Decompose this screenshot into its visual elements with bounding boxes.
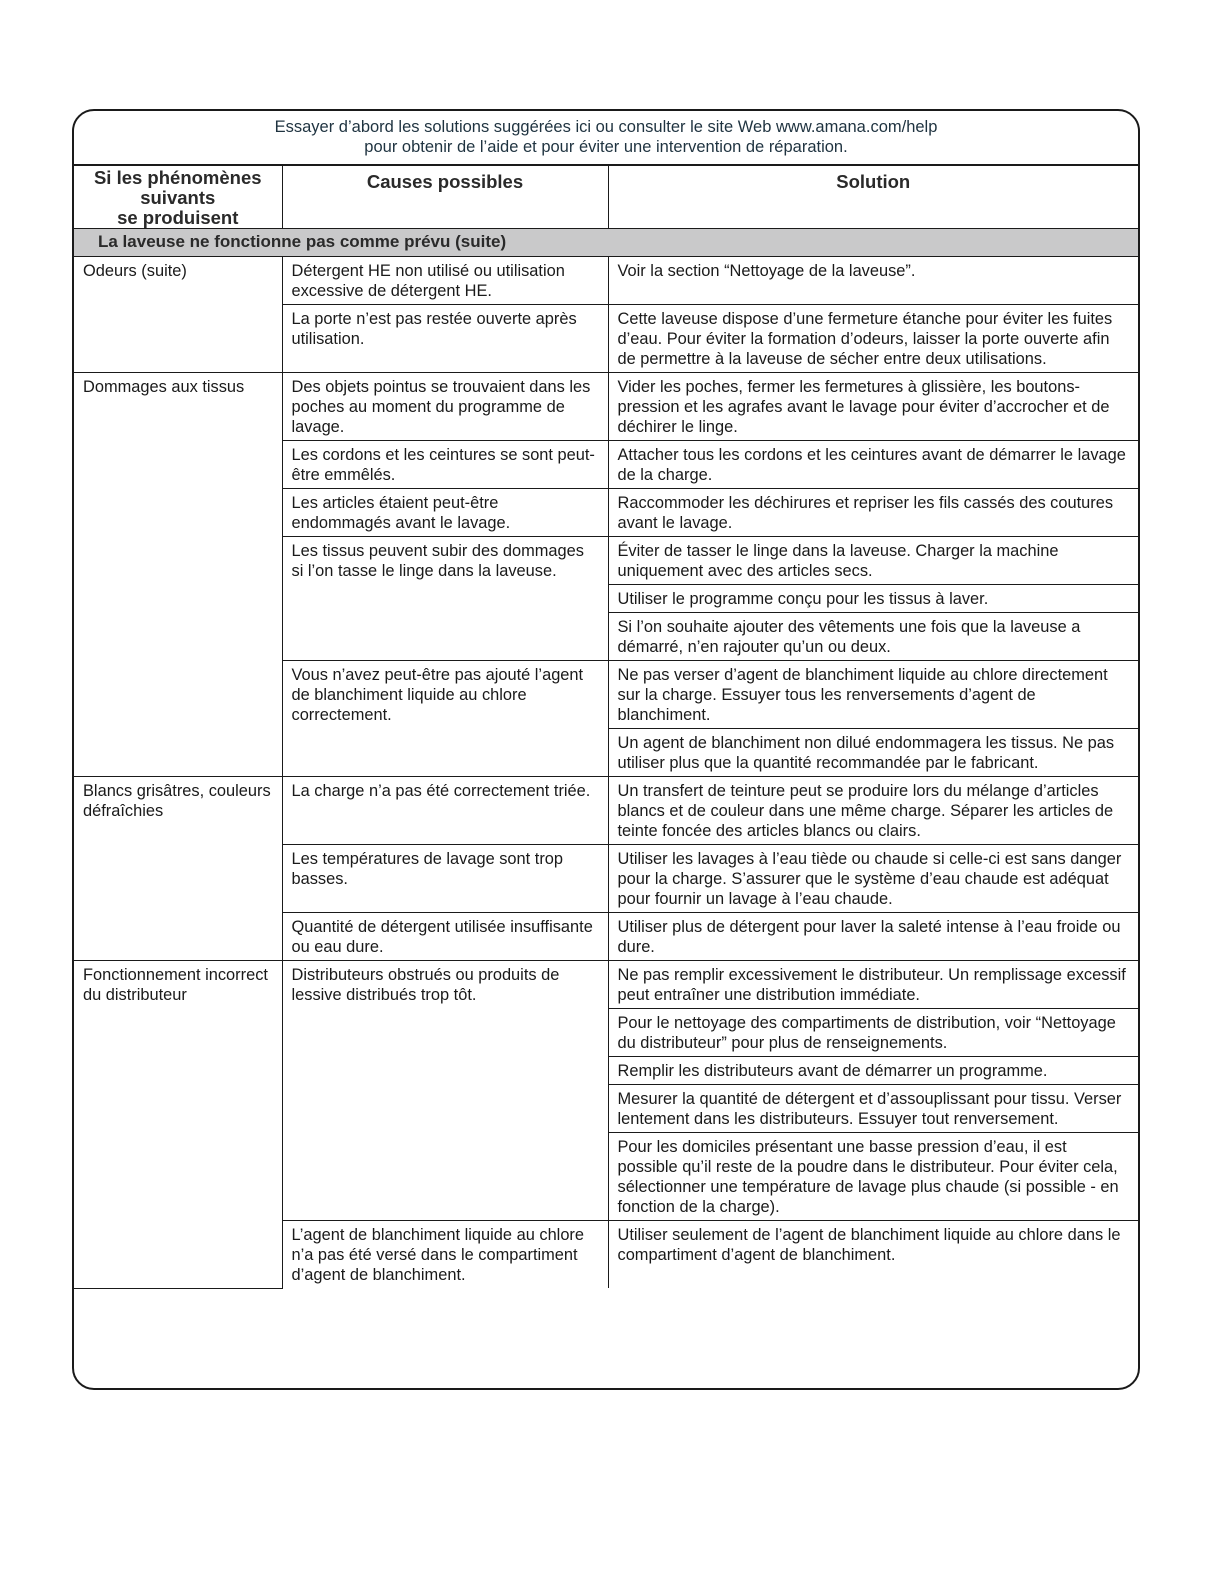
- solution-cell: Vider les poches, fermer les fermetures à glissière, les boutons-pression et les agrafes avant le lavage pour éviter d’accrocher et de déchirer le linge.: [608, 373, 1138, 441]
- problem-cell: Blancs grisâtres, couleurs défraîchies: [74, 777, 282, 961]
- header-causes: Causes possibles: [282, 166, 608, 229]
- solution-cell: Un agent de blanchiment non dilué endommagera les tissus. Ne pas utiliser plus que la quantité recommandée par le fabricant.: [608, 729, 1138, 777]
- solution-cell: Ne pas remplir excessivement le distributeur. Un remplissage excessif peut entraîner une distribution immédiate.: [608, 961, 1138, 1009]
- solution-cell: Cette laveuse dispose d’une fermeture étanche pour éviter les fuites d’eau. Pour éviter la formation d’odeurs, laisser la porte ouverte afin de permettre à la laveuse de sécher entre deux utilisations.: [608, 305, 1138, 373]
- section-title: La laveuse ne fonctionne pas comme prévu (suite): [74, 229, 1138, 257]
- section-row: [74, 229, 1138, 257]
- solution-cell: Pour les domiciles présentant une basse pression d’eau, il est possible qu’il reste de la poudre dans le distributeur. Pour éviter cela, sélectionner une température de lavage plus chaude (si possible - en fonction de la charge).: [608, 1133, 1138, 1221]
- cause-cell: Des objets pointus se trouvaient dans les poches au moment du programme de lavage.: [282, 373, 608, 441]
- header-solution: Solution: [608, 166, 1138, 229]
- cause-cell: Quantité de détergent utilisée insuffisante ou eau dure.: [282, 913, 608, 961]
- problem-cell: Dommages aux tissus: [74, 373, 282, 777]
- intro-line-2: pour obtenir de l’aide et pour éviter une intervention de réparation.: [364, 137, 848, 156]
- problem-cell: Fonctionnement incorrect du distributeur: [74, 961, 282, 1289]
- solution-cell: Utiliser le programme conçu pour les tissus à laver.: [608, 585, 1138, 613]
- solution-cell: Éviter de tasser le linge dans la laveuse. Charger la machine uniquement avec des articles secs.: [608, 537, 1138, 585]
- header-problem: [74, 166, 282, 229]
- cause-cell: La porte n’est pas restée ouverte après utilisation.: [282, 305, 608, 373]
- intro-note: [74, 111, 1138, 166]
- solution-cell: Un transfert de teinture peut se produire lors du mélange d’articles blancs et de couleur dans une même charge. Séparer les articles de teinte foncée des articles blancs ou clairs.: [608, 777, 1138, 845]
- solution-cell: Ne pas verser d’agent de blanchiment liquide au chlore directement sur la charge. Essuyer tous les renversements d’agent de blanchiment.: [608, 661, 1138, 729]
- cause-cell: Détergent HE non utilisé ou utilisation excessive de détergent HE.: [282, 257, 608, 305]
- solution-cell: Raccommoder les déchirures et repriser les fils cassés des coutures avant le lavage.: [608, 489, 1138, 537]
- table-row: [74, 777, 1138, 845]
- cause-cell: Les tissus peuvent subir des dommages si l’on tasse le linge dans la laveuse.: [282, 537, 608, 661]
- table-header-row: [74, 166, 1138, 229]
- cause-cell: Les articles étaient peut-être endommagés avant le lavage.: [282, 489, 608, 537]
- solution-cell: Voir la section “Nettoyage de la laveuse”.: [608, 257, 1138, 305]
- cause-cell: Distributeurs obstrués ou produits de lessive distribués trop tôt.: [282, 961, 608, 1221]
- header-problem-line-2: suivants: [140, 187, 216, 208]
- table-row: [74, 373, 1138, 441]
- solution-cell: Attacher tous les cordons et les ceintures avant de démarrer le lavage de la charge.: [608, 441, 1138, 489]
- header-problem-line-1: Si les phénomènes: [93, 167, 262, 188]
- solution-cell: Utiliser plus de détergent pour laver la saleté intense à l’eau froide ou dure.: [608, 913, 1138, 961]
- solution-cell: Utiliser seulement de l’agent de blanchiment liquide au chlore dans le compartiment d’agent de blanchiment.: [608, 1221, 1138, 1289]
- intro-line-1: Essayer d’abord les solutions suggérées ici ou consulter le site Web www.amana.com/help: [274, 118, 938, 136]
- solution-cell: Si l’on souhaite ajouter des vêtements une fois que la laveuse a démarré, n’en rajouter qu’un ou deux.: [608, 613, 1138, 661]
- cause-cell: L’agent de blanchiment liquide au chlore n’a pas été versé dans le compartiment d’agent de blanchiment.: [282, 1221, 608, 1289]
- solution-cell: Mesurer la quantité de détergent et d’assouplissant pour tissu. Verser lentement dans les distributeurs. Essuyer tout renversement.: [608, 1085, 1138, 1133]
- troubleshooting-table: [74, 166, 1138, 1289]
- solution-cell: Pour le nettoyage des compartiments de distribution, voir “Nettoyage du distributeur” pour plus de renseignements.: [608, 1009, 1138, 1057]
- cause-cell: Les cordons et les ceintures se sont peut-être emmêlés.: [282, 441, 608, 489]
- cause-cell: La charge n’a pas été correctement triée.: [282, 777, 608, 845]
- troubleshooting-panel: [72, 109, 1140, 1390]
- cause-cell: Vous n’avez peut-être pas ajouté l’agent de blanchiment liquide au chlore correctement.: [282, 661, 608, 777]
- solution-cell: Utiliser les lavages à l’eau tiède ou chaude si celle-ci est sans danger pour la charge. S’assurer que le système d’eau chaude est adéquat pour fournir un lavage à l’eau chaude.: [608, 845, 1138, 913]
- table-row: [74, 961, 1138, 1009]
- cause-cell: Les températures de lavage sont trop basses.: [282, 845, 608, 913]
- problem-cell: Odeurs (suite): [74, 257, 282, 373]
- table-row: [74, 257, 1138, 305]
- header-problem-line-3: se produisent: [117, 207, 239, 228]
- solution-cell: Remplir les distributeurs avant de démarrer un programme.: [608, 1057, 1138, 1085]
